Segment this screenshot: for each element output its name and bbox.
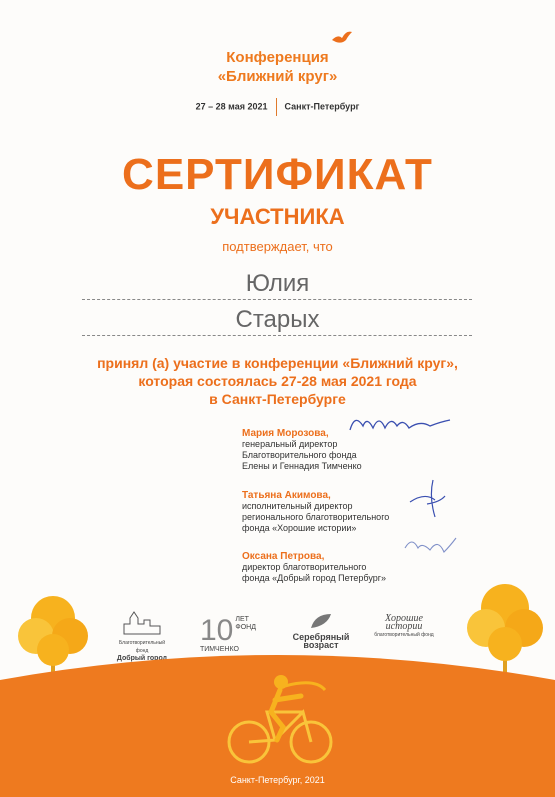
logo-timchenko: 10 ЛЕТ ФОНД ТИМЧЕНКО <box>200 614 256 653</box>
certificate-title: СЕРТИФИКАТ <box>122 150 433 199</box>
signature-2 <box>405 472 455 522</box>
cyclist-illustration <box>225 672 335 767</box>
leaf-icon <box>309 612 333 630</box>
logo-serebryany-vozrast: Серебряный возраст <box>286 612 356 649</box>
city-skyline-icon <box>122 610 162 636</box>
bird-logo-icon <box>330 28 354 48</box>
signatory-2: Татьяна Акимова, исполнительный директор регионального благотворительного фонда «Хорошие истории» <box>242 490 390 533</box>
name-line-1 <box>82 299 472 300</box>
name-line-2 <box>82 335 472 336</box>
signature-1 <box>345 408 455 438</box>
logo-khoroshie-istorii: Хорошие истории благотворительный фонд <box>374 613 434 638</box>
footer-text: Санкт-Петербург, 2021 <box>230 775 325 785</box>
signatory-3: Оксана Петрова, директор благотворительного фонда «Добрый город Петербург» <box>242 551 387 583</box>
logo-dobry-gorod: Благотворительный фонд Добрый город <box>114 610 170 671</box>
signatory-1: Мария Морозова, генеральный директор Благотворительного фонда Елены и Геннадия Тимченко <box>242 428 362 471</box>
conference-name: Конференция «Ближний круг» <box>217 49 338 85</box>
confirms-text: подтверждает, что <box>222 239 333 254</box>
signature-3 <box>400 528 460 568</box>
last-name: Старых <box>235 306 320 333</box>
participation-text: принял (а) участие в конференции «Ближний круг», которая состоялась 27-28 мая 2021 года в Санкт-Петербурге <box>97 355 458 407</box>
conference-dates: 27 – 28 мая 2021 Санкт-Петербург <box>0 98 555 116</box>
first-name: Юлия <box>245 270 310 297</box>
certificate-subtitle: УЧАСТНИКА <box>210 204 345 229</box>
